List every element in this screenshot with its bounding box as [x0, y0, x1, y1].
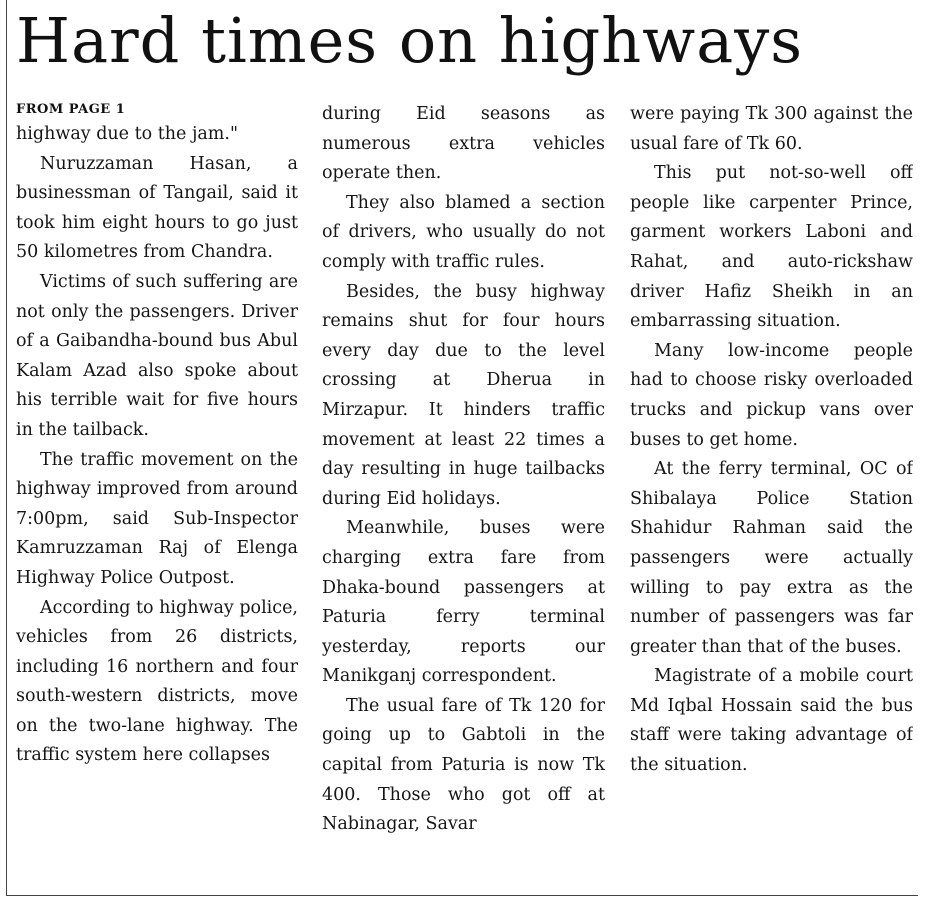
- paragraph: were paying Tk 300 against the usual fare of Tk 60.: [630, 104, 913, 154]
- article-column-2: [322, 100, 605, 895]
- paragraph: The usual fare of Tk 120 for going up to Gabtoli in the capital from Paturia is now Tk 400. Those who got off at Nabinagar, Savar: [322, 695, 605, 835]
- article-column-1: [16, 100, 298, 895]
- paragraph: The traffic movement on the highway improved from around 7:00pm, said Sub-Inspector Kamruzzaman Raj of Elenga Highway Police Outpost.: [16, 449, 298, 588]
- paragraph: At the ferry terminal, OC of Shibalaya Police Station Shahidur Rahman said the passengers were actually willing to pay extra as the number of passengers was far greater than that of the buses.: [630, 459, 913, 657]
- paragraph: during Eid seasons as numerous extra vehicles operate then.: [322, 104, 605, 184]
- paragraph: Meanwhile, buses were charging extra fare from Dhaka-bound passengers at Paturia ferry terminal yesterday, reports our Manikganj correspondent.: [322, 518, 605, 687]
- paragraph: Many low-income people had to choose risky overloaded trucks and pickup vans over buses to get home.: [630, 340, 913, 450]
- paragraph: They also blamed a section of drivers, who usually do not comply with traffic rules.: [322, 192, 605, 272]
- paragraph: highway due to the jam.": [16, 124, 239, 144]
- paragraph: This put not-so-well off people like carpenter Prince, garment workers Laboni and Rahat, and auto-rickshaw driver Hafiz Sheikh in an embarrassing situation.: [630, 163, 913, 332]
- jump-label: FROM PAGE 1: [16, 102, 126, 117]
- paragraph: Victims of such suffering are not only the passengers. Driver of a Gaibandha-bound bus Abul Kalam Azad also spoke about his terrible wait for five hours in the tailback.: [16, 271, 298, 440]
- paragraph: According to highway police, vehicles from 26 districts, including 16 northern and four south-western districts, move on the two-lane highway. The traffic system here collapses: [16, 597, 298, 766]
- bottom-rule: [6, 895, 918, 896]
- paragraph: Magistrate of a mobile court Md Iqbal Hossain said the bus staff were taking advantage of the situation.: [630, 666, 913, 776]
- headline: Hard times on highways: [16, 4, 804, 77]
- article-column-3: [630, 100, 913, 895]
- left-column-rule: [6, 0, 7, 895]
- paragraph: Nuruzzaman Hasan, a businessman of Tangail, said it took him eight hours to go just 50 kilometres from Chandra.: [16, 153, 298, 263]
- paragraph: Besides, the busy highway remains shut for four hours every day due to the level crossing at Dherua in Mirzapur. It hinders traffic movement at least 22 times a day resulting in huge tailbacks during Eid holidays.: [322, 281, 605, 509]
